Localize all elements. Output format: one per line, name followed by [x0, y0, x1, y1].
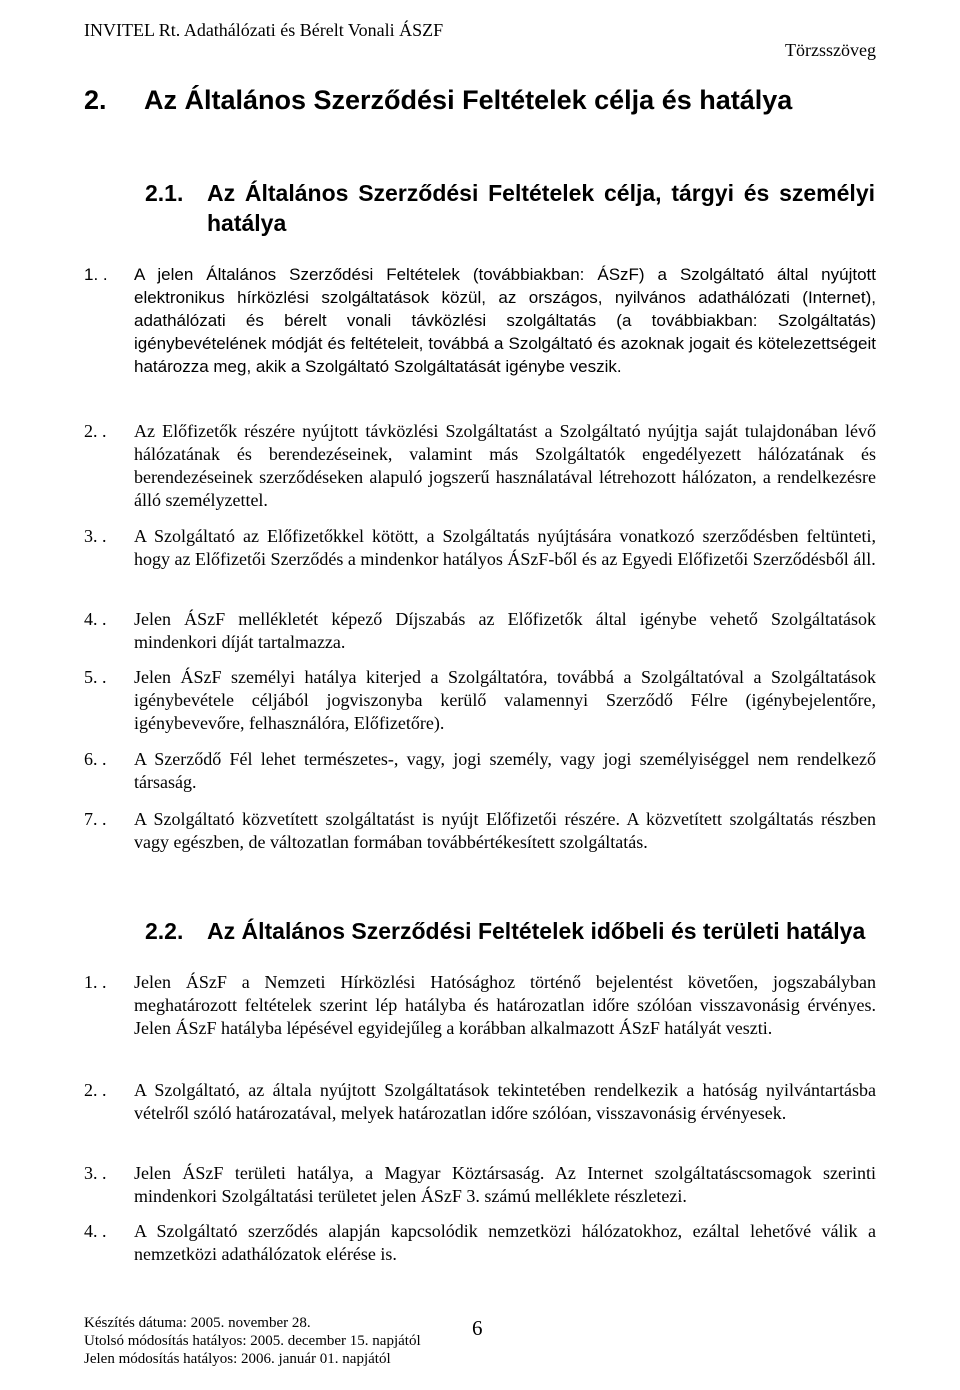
paragraph-2-1-7	[84, 808, 876, 854]
paragraph-text: Jelen ÁSzF mellékletét képező Díjszabás az Előfizetők által igénybe vehető Szolgáltatások mindenkori díját tartalmazza.	[134, 609, 876, 652]
footer-current-modification: Jelen módosítás hatályos: 2006. január 01. napjától	[84, 1351, 391, 1367]
paragraph-number: 7. .	[84, 809, 107, 829]
paragraph-text: A Szolgáltató közvetített szolgáltatást is nyújt Előfizetői részére. A közvetített szolgáltatás részben vagy egészben, de változatlan formában továbbértékesített szolgáltatás.	[134, 809, 876, 852]
paragraph-2-1-5	[84, 666, 876, 735]
paragraph-2-2-4	[84, 1220, 876, 1266]
subsection-title-line2: hatálya	[207, 210, 287, 236]
section-heading	[84, 85, 792, 116]
subsection-heading-2-1	[145, 178, 875, 238]
paragraph-number: 1. .	[84, 265, 108, 284]
paragraph-2-2-2	[84, 1079, 876, 1125]
paragraph-text: A Szolgáltató szerződés alapján kapcsolódik nemzetközi hálózatokhoz, ezáltal lehetővé válik a nemzetközi adathálózatok elérése is.	[134, 1221, 876, 1264]
paragraph-text: Jelen ÁSzF területi hatálya, a Magyar Köztársaság. Az Internet szolgáltatáscsomagok szerinti mindenkori Szolgáltatási területet jelen ÁSzF 3. számú melléklete részletezi.	[134, 1163, 876, 1206]
running-header-title: INVITEL Rt. Adathálózati és Bérelt Vonali ÁSZF	[84, 20, 444, 40]
paragraph-text: A jelen Általános Szerződési Feltételek (továbbiakban: ÁSzF) a Szolgáltató által nyújtott elektronikus hírközlési szolgáltatások közül, az országos, nyilvános adathálózati (Internet), adathálózati és bérelt vonali távközlési szolgáltatás (a továbbiakban: Szolgáltatás) igénybevételének módját és feltételeit, továbbá a Szolgáltató és azoknak jogait és kötelezettségeit határozza meg, akik a Szolgáltató Szolgáltatását igénybe veszik.	[134, 265, 876, 376]
paragraph-number: 4. .	[84, 1221, 107, 1241]
paragraph-text: Jelen ÁSzF a Nemzeti Hírközlési Hatósághoz történő bejelentést követően, jogszabályban meghatározott feltételek szerint lép hatályba és határozatlan időre szólóan visszavonásig érvényes. Jelen ÁSzF hatályba lépésével egyidejűleg a korábban alkalmazott ÁSzF hatályát veszti.	[134, 972, 876, 1038]
page-footer	[84, 1314, 421, 1368]
paragraph-number: 2. .	[84, 1080, 107, 1100]
paragraph-2-2-3	[84, 1162, 876, 1208]
paragraph-number: 3. .	[84, 1163, 107, 1183]
paragraph-text: Az Előfizetők részére nyújtott távközlési Szolgáltatást a Szolgáltató nyújtja saját tulajdonában lévő hálózatának és berendezéseinek, valamint más Szolgáltatók engedélyezett hálózatának és berendezéseinek szerződéseken alapuló jogszerű használatával létrehozott hálózaton, a rendelkezésre álló személyzettel.	[134, 421, 876, 510]
subsection-number: 2.1.	[145, 180, 184, 206]
section-title: Az Általános Szerződési Feltételek célja és hatálya	[144, 85, 793, 115]
subsection-title-line1: Az Általános Szerződési Feltételek célja, tárgyi és személyi	[207, 180, 875, 206]
paragraph-2-1-3	[84, 525, 876, 571]
page-number: 6	[472, 1316, 483, 1340]
paragraph-text: A Szolgáltató, az általa nyújtott Szolgáltatások tekintetében rendelkezik a hatóság nyilvántartásba vételről szóló határozatával, melyek határozatlan időre szólóan, visszavonásig érvényesek.	[134, 1080, 876, 1123]
paragraph-2-1-4	[84, 608, 876, 654]
paragraph-text: Jelen ÁSzF személyi hatálya kiterjed a Szolgáltatóra, továbbá a Szolgáltatóval a Szolgáltatások igénybevétele céljából jogviszonyba kerülő valamennyi Szerződő Félre (igénybejelentőre, igénybevevőre, felhasználóra, Előfizetőre).	[134, 667, 876, 733]
running-header-label: Törzsszöveg	[785, 40, 876, 60]
paragraph-text: A Szerződő Fél lehet természetes-, vagy, jogi személy, vagy jogi személyiséggel nem rendelkező társaság.	[134, 749, 876, 792]
paragraph-number: 4. .	[84, 609, 107, 629]
paragraph-number: 3. .	[84, 526, 107, 546]
section-number: 2.	[84, 85, 107, 115]
paragraph-2-1-6	[84, 748, 876, 794]
paragraph-2-1-1	[84, 263, 876, 378]
paragraph-text: A Szolgáltató az Előfizetőkkel kötött, a Szolgáltatás nyújtására vonatkozó szerződésben feltünteti, hogy az Előfizetői Szerződés a mindenkor hatályos ÁSzF-ből és az Egyedi Előfizetői Szerződésből áll.	[134, 526, 876, 569]
paragraph-2-1-2	[84, 420, 876, 512]
subsection-number: 2.2.	[145, 918, 184, 944]
paragraph-number: 2. .	[84, 421, 107, 441]
paragraph-number: 5. .	[84, 667, 107, 687]
paragraph-number: 6. .	[84, 749, 107, 769]
subsection-title: Az Általános Szerződési Feltételek időbeli és területi hatálya	[207, 918, 866, 944]
footer-created-date: Készítés dátuma: 2005. november 28.	[84, 1315, 311, 1331]
footer-last-modified: Utolsó módosítás hatályos: 2005. december 15. napjától	[84, 1333, 421, 1349]
paragraph-number: 1. .	[84, 972, 107, 992]
paragraph-2-2-1	[84, 971, 876, 1040]
subsection-heading-2-2	[145, 916, 875, 946]
